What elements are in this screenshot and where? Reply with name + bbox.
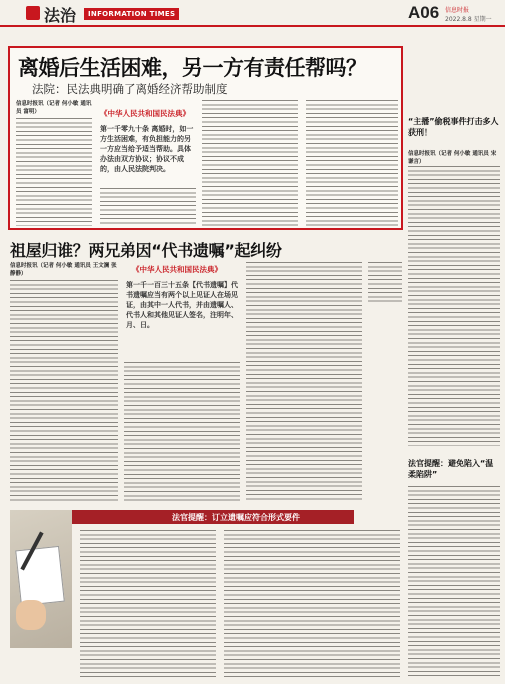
- second-body-col2: [124, 362, 240, 502]
- sidebar-tip-headline: 法官提醒：避免陷入“温柔陷阱”: [408, 459, 494, 479]
- section-name: 法治: [44, 6, 77, 25]
- bottom-body-col1: [80, 530, 216, 678]
- sidebar-headline: “主播”偷税事件打击多人获刑！: [408, 117, 499, 137]
- lead-headline: 离婚后生活困难，另一方有责任帮吗？: [18, 56, 367, 80]
- second-law-title: 《中华人民共和国民法典》: [132, 265, 222, 274]
- lead-body-col1: [16, 118, 92, 226]
- document-icon: [15, 546, 65, 606]
- sidebar-body: [408, 166, 500, 446]
- paper-name: 信息时报: [445, 7, 470, 14]
- section-en-label: INFORMATION TIMES: [84, 8, 179, 20]
- bottom-band-title: 法官提醒：订立遗嘱应符合形式要件: [172, 513, 300, 522]
- second-law-box: [124, 262, 240, 358]
- bottom-body-col2: [224, 530, 400, 678]
- will-illustration: [10, 510, 72, 648]
- lead-body-col2: [100, 188, 196, 226]
- second-body-col3: [246, 262, 362, 502]
- section-logo-icon: [26, 6, 40, 20]
- lead-body-col4: [306, 100, 398, 226]
- page-header: [0, 0, 505, 27]
- second-headline: 祖屋归谁？两兄弟因“代书遗嘱”起纠纷: [10, 241, 282, 260]
- second-law-text: 第一千一百三十五条【代书遗嘱】代书遗嘱应当有两个以上见证人在场见证，由其中一人代书，并由遗嘱人、代书人和其他见证人签名，注明年、月、日。: [126, 281, 238, 329]
- issue-date: 2022.8.8 星期一: [445, 16, 492, 23]
- lead-subheadline: 法院：民法典明确了离婚经济帮助制度: [32, 82, 228, 96]
- lead-law-text: 第一千零九十条 离婚时，如一方生活困难，有负担能力的另一方应当给予适当帮助。具体办法由双方协议；协议不成的，由人民法院判决。: [100, 125, 194, 173]
- sidebar-byline: 信息时报讯（记者 何小敏 通讯员 宋谦言）: [408, 151, 497, 165]
- hand-icon: [16, 600, 46, 630]
- lead-article: [8, 46, 403, 230]
- lead-body-col3: [202, 100, 298, 226]
- second-body-col1: [10, 280, 118, 502]
- bottom-band: [72, 510, 354, 524]
- lead-byline: 信息时报讯（记者 何小敏 通讯员 富明）: [16, 101, 92, 115]
- second-byline: 信息时报讯（记者 何小敏 通讯员 王文澜 张静静）: [10, 263, 117, 277]
- page-number: A06: [408, 3, 440, 22]
- sidebar-tip-body: [408, 486, 500, 676]
- second-body-col4: [368, 262, 402, 302]
- lead-law-title: 《中华人民共和国民法典》: [100, 109, 190, 118]
